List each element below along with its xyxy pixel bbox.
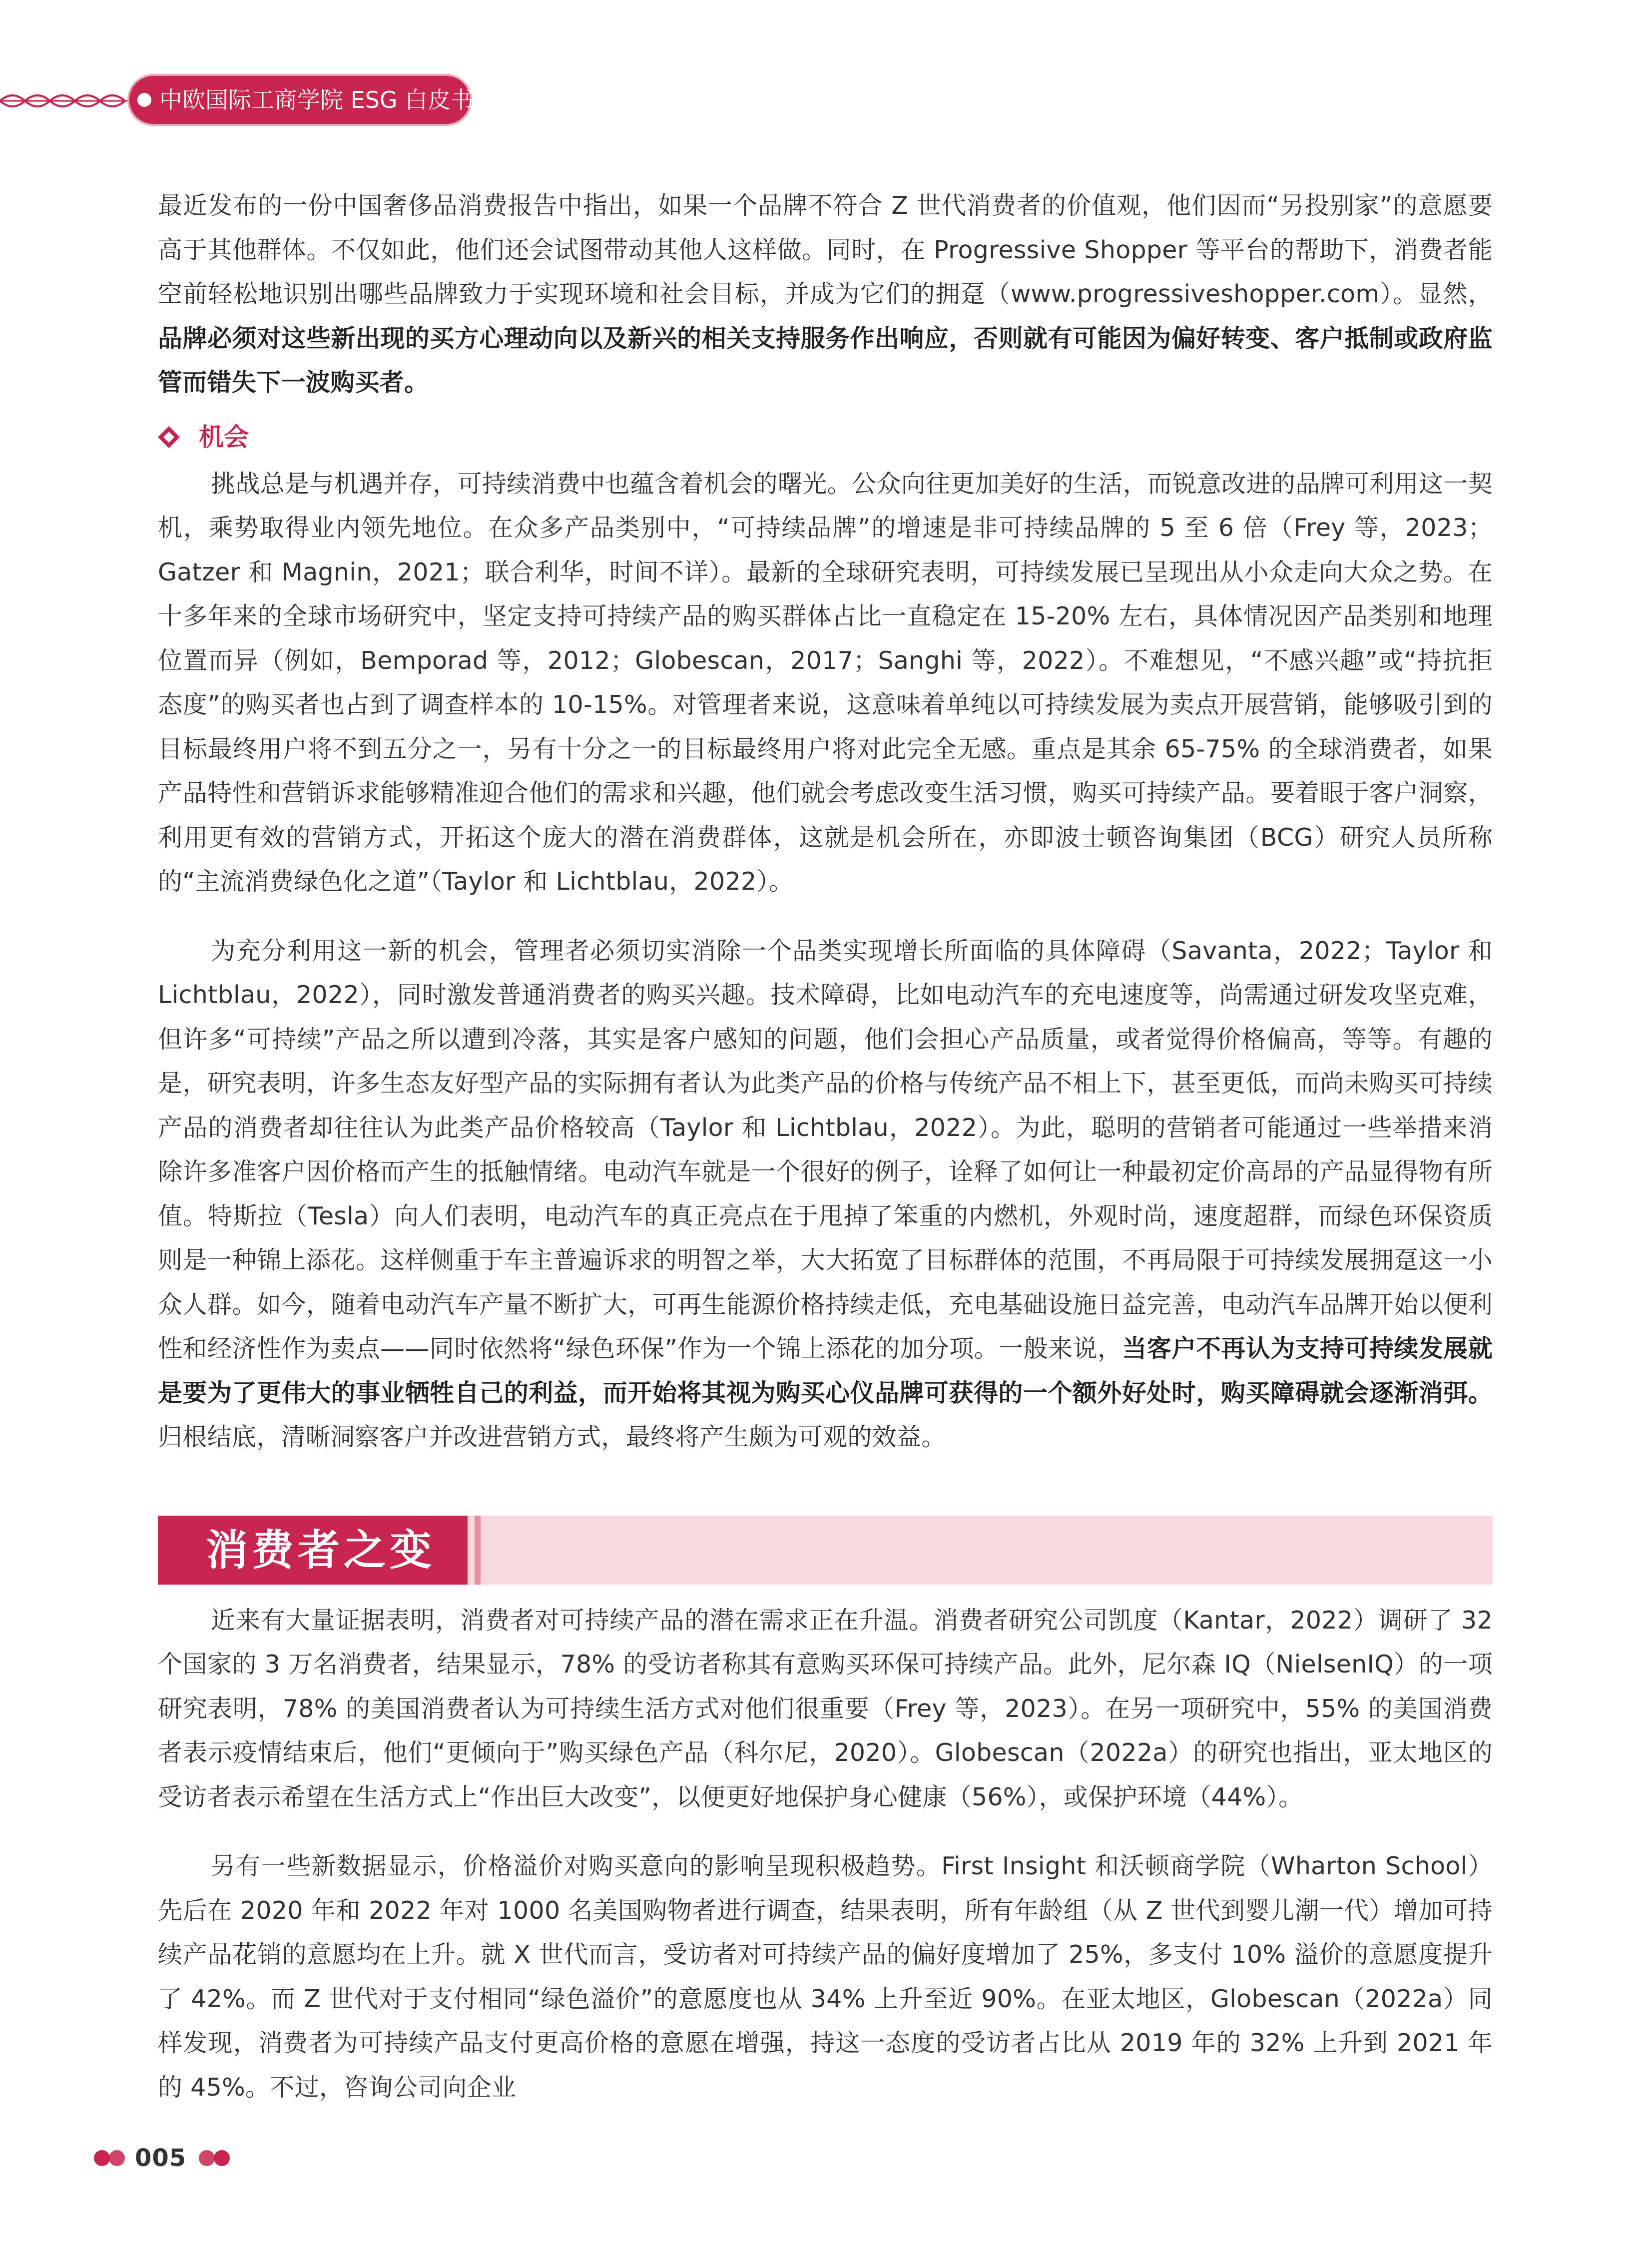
header-badge bbox=[127, 74, 472, 126]
section-banner bbox=[158, 1516, 1493, 1585]
opportunity-heading-text: 机会 bbox=[199, 422, 249, 452]
section-banner-stripe bbox=[475, 1516, 481, 1585]
paragraph-text: 为充分利用这一新的机会，管理者必须切实消除一个品类实现增长所面临的具体障碍（Savanta，2022；Taylor 和 Lichtblau，2022），同时激发普通消费者的购买兴趣。技术障碍，比如电动汽车的充电速度等，尚需通过研发攻坚克难，但许多“可持续”产品之所以遭到冷落，其实是客户感知的问题，他们会担心产品质量，或者觉得价格偏高，等等。有趣的是，研究表明，许多生态友好型产品的实际拥有者认为此类产品的价格与传统产品不相上下，甚至更低，而尚未购买可持续产品的消费者却往往认为此类产品价格较高（Taylor 和 Lichtblau，2022）。为此，聪明的营销者可能通过一些举措来消除许多准客户因价格而产生的抵触情绪。电动汽车就是一个很好的例子，诠释了如何让一种最初定价高昂的产品显得物有所值。特斯拉（Tesla）向人们表明，电动汽车的真正亮点在于甩掉了笨重的内燃机，外观时尚，速度超群，而绿色环保资质则是一种锦上添花。这样侧重于车主普遍诉求的明智之举，大大拓宽了目标群体的范围，不再局限于可持续发展拥趸这一小众人群。如今，随着电动汽车产量不断扩大，可再生能源价格持续走低，充电基础设施日益完善，电动汽车品牌开始以便利性和经济性作为卖点——同时依然将“绿色环保”作为一个锦上添花的加分项。一般来说， bbox=[158, 936, 1493, 1363]
paragraph-text: 最近发布的一份中国奢侈品消费报告中指出，如果一个品牌不符合 Z 世代消费者的价值观，他们因而“另投别家”的意愿要高于其他群体。不仅如此，他们还会试图带动其他人这样做。同时，在 Progressive Shopper 等平台的帮助下，消费者能空前轻松地识别出哪些品牌致力于实现环境和社会目标，并成为它们的拥趸（www.progressiveshopper.com）。显然， bbox=[158, 191, 1493, 308]
footer-dots-left-icon bbox=[93, 2148, 128, 2168]
paragraph-text: 归根结底，清晰洞察客户并改进营销方式，最终将产生颇为可观的效益。 bbox=[158, 1423, 946, 1451]
section-banner-block bbox=[158, 1516, 468, 1585]
paragraph-luxury-report bbox=[158, 184, 1493, 405]
header-title: 中欧国际工商学院 ESG 白皮书 bbox=[159, 86, 474, 113]
paragraph-bold-text: 当客户不再认为支持可持续发展就是要为了更伟大的事业牺牲自己的利益，而开始将其视为购买心仪品牌可获得的一个额外好处时，购买障碍就会逐渐消弭。 bbox=[158, 1334, 1493, 1407]
main-content bbox=[158, 184, 1493, 2110]
paragraph-consumer-demand: 近来有大量证据表明，消费者对可持续产品的潜在需求正在升温。消费者研究公司凯度（Kantar，2022）调研了 32 个国家的 3 万名消费者，结果显示，78% 的受访者称其有意购买环保可持续产品。此外，尼尔森 IQ（NielsenIQ）的一项研究表明，78% 的美国消费者认为可持续生活方式对他们很重要（Frey 等，2023）。在另一项研究中，55% 的美国消费者表示疫情结束后，他们“更倾向于”购买绿色产品（科尔尼，2020）。Globescan（2022a）的研究也指出，亚太地区的受访者表示希望在生活方式上“作出巨大改变”，以便更好地保护身心健康（56%），或保护环境（44%）。 bbox=[158, 1606, 1493, 1811]
paragraph-barriers bbox=[158, 929, 1493, 1460]
diamond-icon bbox=[158, 426, 180, 448]
paragraph-price-premium: 另有一些新数据显示，价格溢价对购买意向的影响呈现积极趋势。First Insight 和沃顿商学院（Wharton School）先后在 2020 年和 2022 年对 1000 名美国购物者进行调查，结果表明，所有年龄组（从 Z 世代到婴儿潮一代）增加可持续产品花销的意愿均在上升。就 X 世代而言，受访者对可持续产品的偏好度增加了 25%，多支付 10% 溢价的意愿度提升了 42%。而 Z 世代对于支付相同“绿色溢价”的意愿度也从 34% 上升至近 90%。在亚太地区，Globescan（2022a）同样发现，消费者为可持续产品支付更高价格的意愿在增强，持这一态度的受访者占比从 2019 年的 32% 上升到 2021 年的 45%。不过，咨询公司向企业 bbox=[158, 1852, 1493, 2102]
footer-dots-right-icon bbox=[198, 2148, 233, 2168]
paragraph-opportunity: 挑战总是与机遇并存，可持续消费中也蕴含着机会的曙光。公众向往更加美好的生活，而锐意改进的品牌可利用这一契机，乘势取得业内领先地位。在众多产品类别中，“可持续品牌”的增速是非可持续品牌的 5 至 6 倍（Frey 等，2023；Gatzer 和 Magnin，2021；联合利华，时间不详）。最新的全球研究表明，可持续发展已呈现出从小众走向大众之势。在十多年来的全球市场研究中，坚定支持可持续产品的购买群体占比一直稳定在 15-20% 左右，具体情况因产品类别和地理位置而异（例如，Bemporad 等，2012；Globescan，2017；Sanghi 等，2022）。不难想见，“不感兴趣”或“持抗拒态度”的购买者也占到了调查样本的 10-15%。对管理者来说，这意味着单纯以可持续发展为卖点开展营销，能够吸引到的目标最终用户将不到五分之一，另有十分之一的目标最终用户将对此完全无感。重点是其余 65-75% 的全球消费者，如果产品特性和营销诉求能够精准迎合他们的需求和兴趣，他们就会考虑改变生活习惯，购买可持续产品。要着眼于客户洞察，利用更有效的营销方式，开拓这个庞大的潜在消费群体，这就是机会所在，亦即波士顿咨询集团（BCG）研究人员所称的“主流消费绿色化之道”（Taylor 和 Lichtblau，2022）。 bbox=[158, 469, 1493, 896]
header-chain-ornament bbox=[0, 86, 135, 116]
page-number: 005 bbox=[135, 2144, 187, 2172]
opportunity-heading bbox=[158, 412, 1493, 462]
section-title: 消费者之变 bbox=[206, 1525, 436, 1575]
header-dot-icon bbox=[137, 93, 151, 107]
paragraph-bold-text: 品牌必须对这些新出现的买方心理动向以及新兴的相关支持服务作出响应，否则就有可能因为偏好转变、客户抵制或政府监管而错失下一波购买者。 bbox=[158, 324, 1493, 397]
